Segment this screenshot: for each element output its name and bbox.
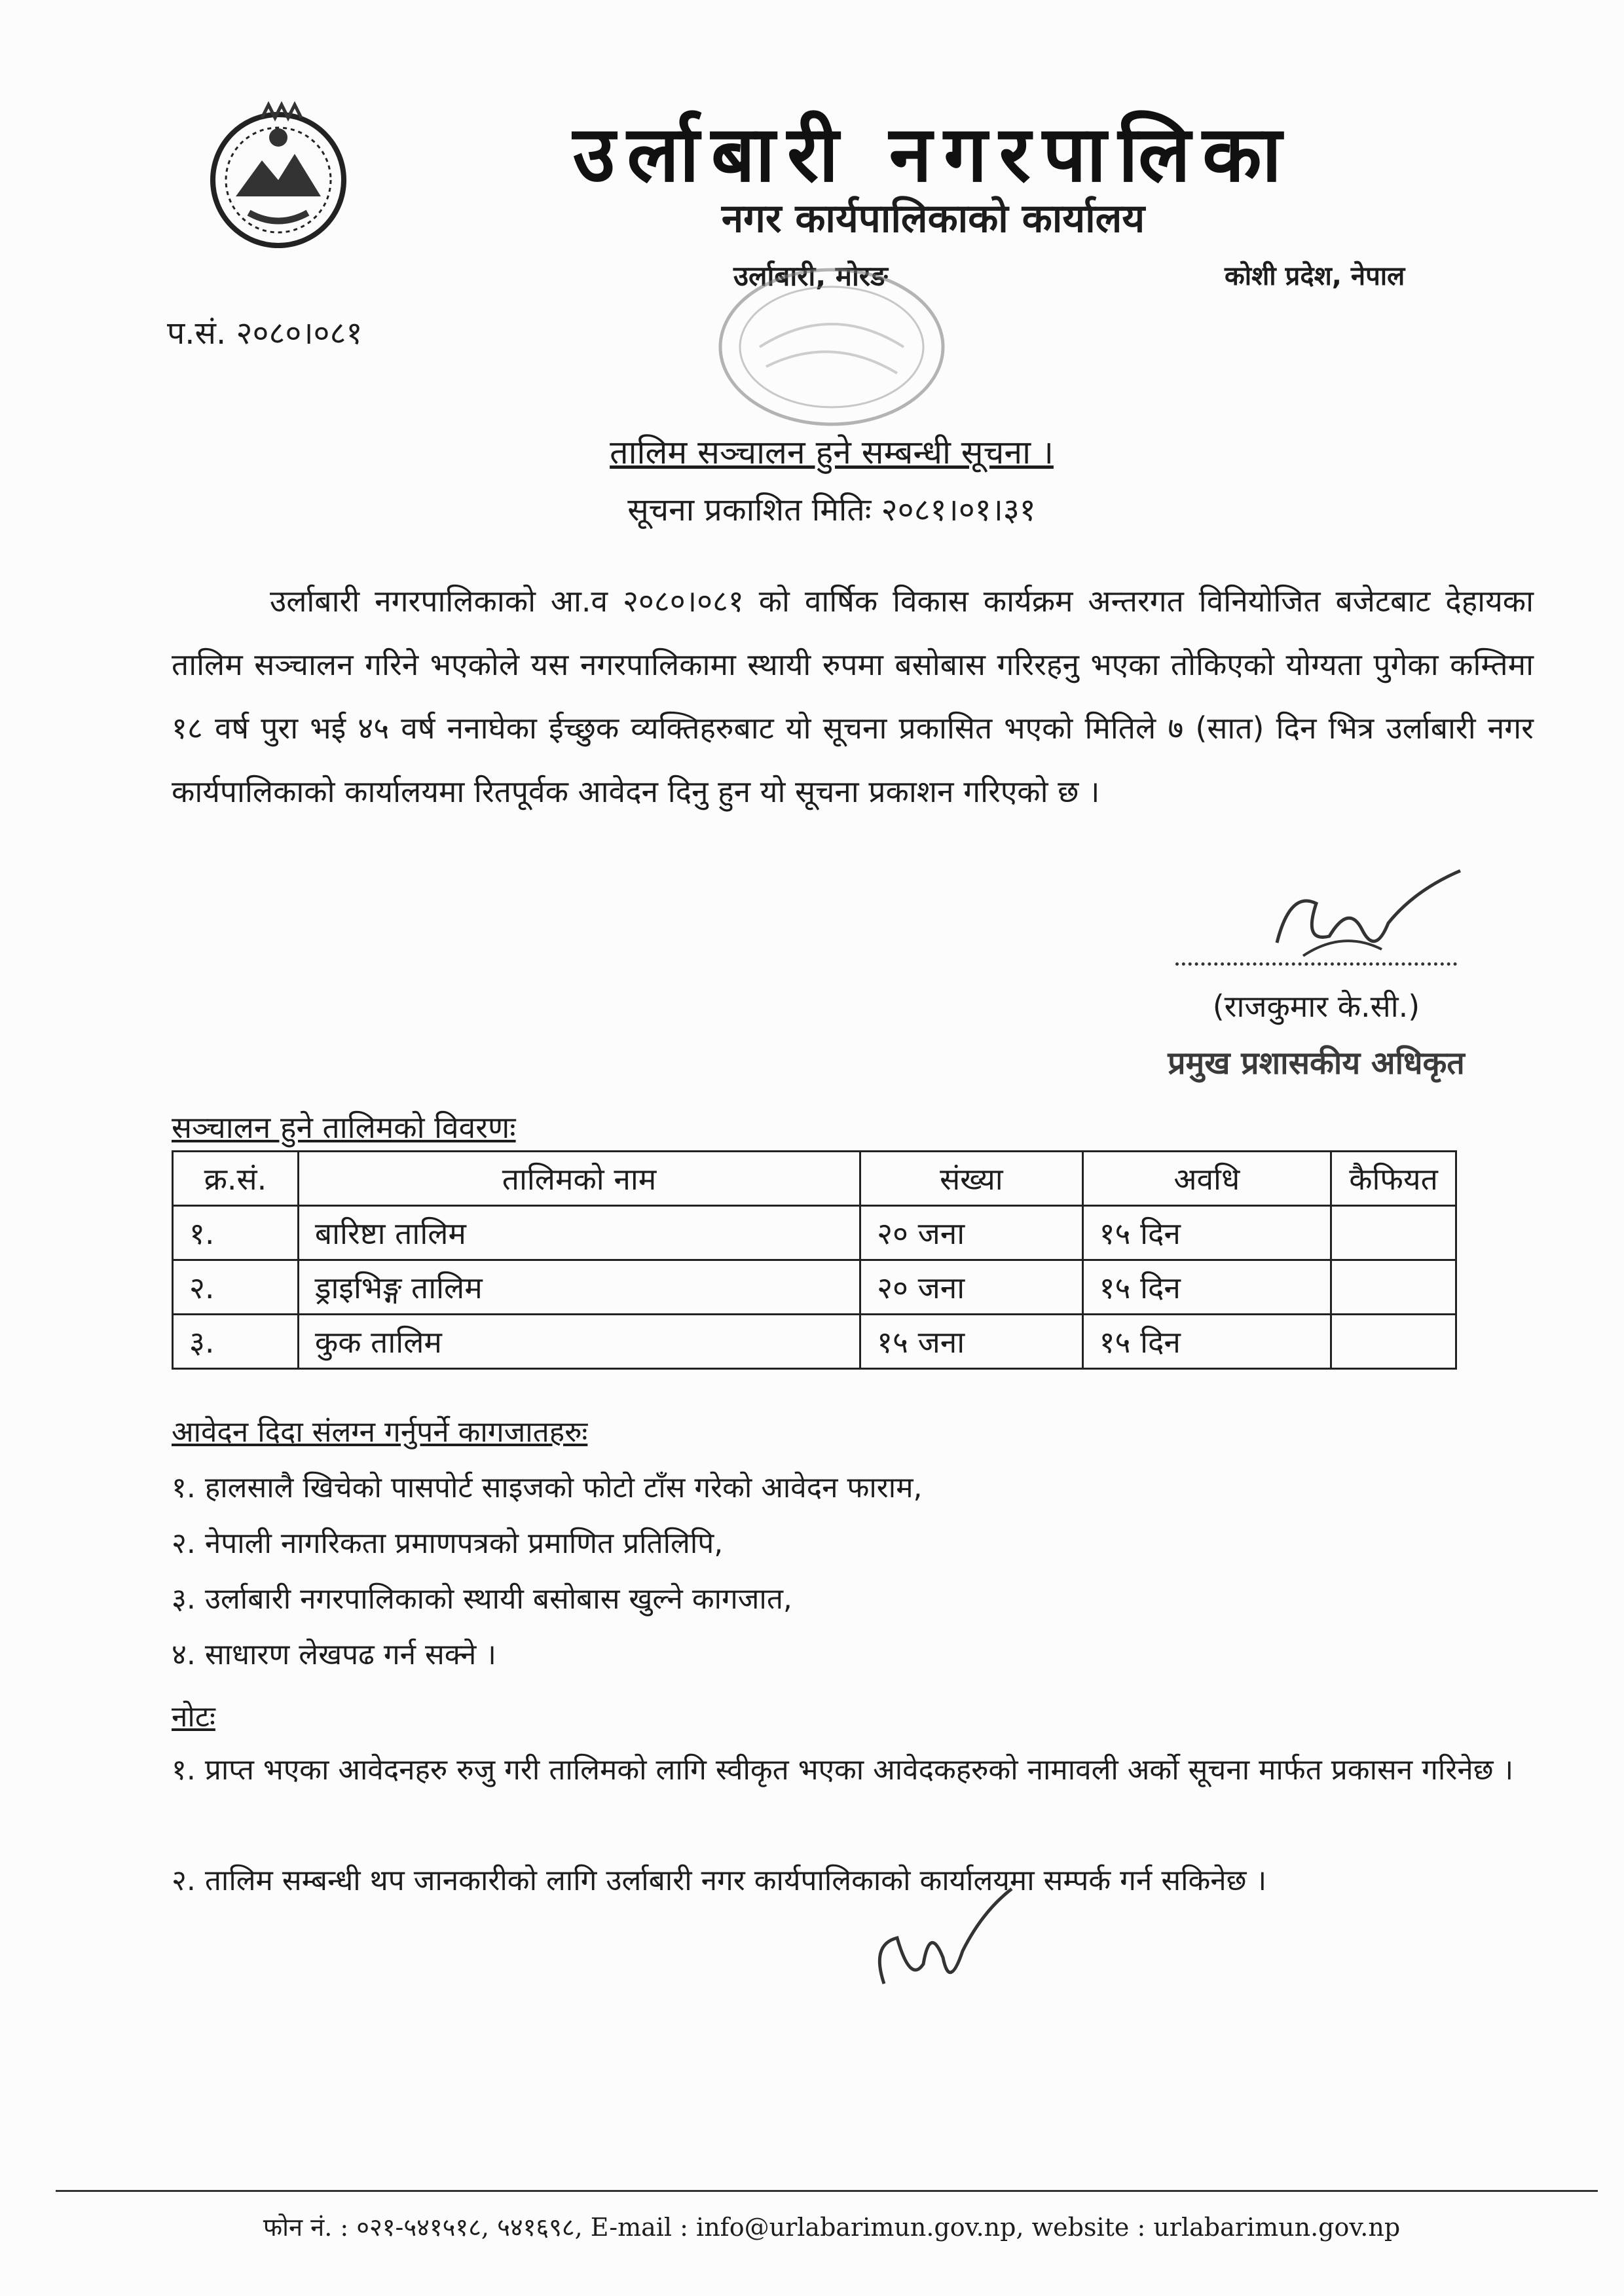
- notice-body: उर्लाबारी नगरपालिकाको आ.व २०८०।०८१ को वार्षिक विकास कार्यक्रम अन्तरगत विनियोजित बजेटबाट देहायका तालिम सञ्चालन गरिने भएकोले यस नगरपालिकामा स्थायी रुपमा बसोबास गरिरहनु भएका तोकिएको योग्यता पुगेका कम्तिमा १८ वर्ष पुरा भई ४५ वर्ष ननाघेका ईच्छुक व्यक्तिहरुबाट यो सूचना प्रकासित भएको मितिले ७ (सात) दिन भित्र उर्लाबारी नगर कार्यपालिकाको कार्यालयमा रितपूर्वक आवेदन दिनु हुन यो सूचना प्रकाशन गरिएको छ ।: [172, 583, 1534, 809]
- cell-serial: २.: [173, 1260, 299, 1315]
- note-item: २. तालिम सम्बन्धी थप जानकारीको लागि उर्लाबारी नगर कार्यपालिकाको कार्यालयमा सम्पर्क गर्न सकिनेछ ।: [172, 1864, 1267, 1897]
- training-table: [172, 1150, 1457, 1370]
- document-item: ३. उर्लाबारी नगरपालिकाको स्थायी बसोबास खुल्ने कागजात,: [172, 1582, 792, 1616]
- signatory-name: (राजकुमार के.सी.): [1212, 989, 1420, 1024]
- office-stamp-icon: [714, 262, 950, 432]
- office-name: नगर कार्यपालिकाको कार्यालय: [721, 196, 1145, 242]
- reference-number: प.सं. २०८०।०८१: [167, 315, 363, 352]
- footer-divider: [56, 2190, 1598, 2192]
- nepal-emblem-icon: [196, 98, 360, 255]
- note-item: १. प्राप्त भएका आवेदनहरु रुजु गरी तालिमको लागि स्वीकृत भएका आवेदकहरुको नामावली अर्को सूचना मार्फत प्रकासन गरिनेछ ।: [172, 1753, 1514, 1787]
- table-row: [173, 1260, 1456, 1315]
- header-remarks: कैफियत: [1331, 1152, 1456, 1206]
- cell-remarks: [1331, 1315, 1456, 1369]
- document-item: १. हालसालै खिचेको पासपोर्ट साइजको फोटो टाँस गरेको आवेदन फाराम,: [172, 1471, 923, 1504]
- cell-serial: १.: [173, 1206, 299, 1260]
- cell-count: २० जना: [860, 1260, 1082, 1315]
- signature-line: [1175, 962, 1457, 966]
- municipality-title: उर्लाबारी नगरपालिका: [572, 109, 1294, 199]
- published-date: सूचना प्रकाशित मितिः २०८१।०१।३१: [627, 492, 1036, 528]
- cell-training-name: कुक तालिम: [298, 1315, 860, 1369]
- documents-title: आवेदन दिदा संलग्न गर्नुपर्ने कागजातहरुः: [172, 1415, 588, 1449]
- document-item: २. नेपाली नागरिकता प्रमाणपत्रको प्रमाणित प्रतिलिपि,: [172, 1527, 724, 1560]
- cell-serial: ३.: [173, 1315, 299, 1369]
- cell-training-name: ड्राइभिङ्ग तालिम: [298, 1260, 860, 1315]
- signature-icon: [858, 1886, 1015, 2003]
- cell-count: १५ जना: [860, 1315, 1082, 1369]
- notice-heading: तालिम सञ्चालन हुने सम्बन्धी सूचना ।: [610, 433, 1054, 471]
- cell-training-name: बारिष्टा तालिम: [298, 1206, 860, 1260]
- office-place: उर्लाबारी, मोरङ: [733, 260, 888, 292]
- footer-contact: फोन नं. : ०२१-५४१५१८, ५४१६९८, E-mail : info@urlabarimun.gov.np, website : urlabarimun.gov.np: [263, 2213, 1401, 2242]
- signatory-title-stamp: प्रमुख प्रशासकीय अधिकृत: [1168, 1045, 1465, 1082]
- notes-title: नोटः: [172, 1700, 215, 1734]
- cell-count: २० जना: [860, 1206, 1082, 1260]
- cell-duration: १५ दिन: [1082, 1260, 1331, 1315]
- training-table-title: सञ्चालन हुने तालिमको विवरणः: [172, 1110, 516, 1145]
- cell-remarks: [1331, 1206, 1456, 1260]
- province-label: कोशी प्रदेश, नेपाल: [1225, 261, 1405, 291]
- header-training-name: तालिमको नाम: [298, 1152, 860, 1206]
- header-count: संख्या: [860, 1152, 1082, 1206]
- cell-duration: १५ दिन: [1082, 1315, 1331, 1369]
- table-row: [173, 1206, 1456, 1260]
- header-duration: अवधि: [1082, 1152, 1331, 1206]
- signature-icon: [1264, 864, 1473, 969]
- table-header-row: [173, 1152, 1456, 1206]
- document-item: ४. साधारण लेखपढ गर्न सक्ने ।: [172, 1638, 496, 1671]
- cell-remarks: [1331, 1260, 1456, 1315]
- cell-duration: १५ दिन: [1082, 1206, 1331, 1260]
- table-row: [173, 1315, 1456, 1369]
- header-serial: क्र.सं.: [173, 1152, 299, 1206]
